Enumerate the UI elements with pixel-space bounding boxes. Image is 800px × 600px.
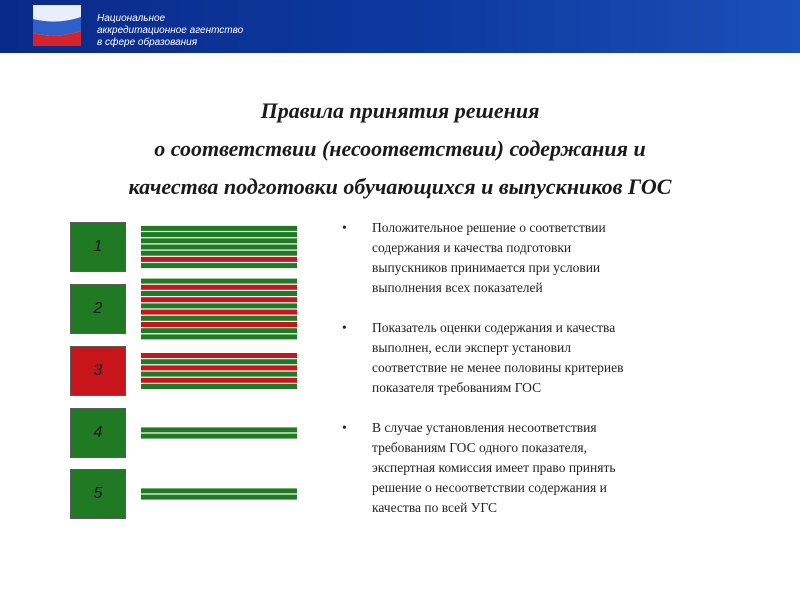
rule-line: требованиям ГОС одного показателя, (372, 440, 587, 455)
criterion-stripe-green (141, 488, 297, 493)
rule-line: В случае установления несоответствия (372, 420, 597, 435)
rule-line: решение о несоответствии содержания и (372, 480, 607, 495)
criterion-stripe-green (141, 263, 297, 268)
rule-line: выпускников принимается при условии (372, 260, 601, 275)
criterion-stripe-green (141, 359, 297, 364)
criterion-stripe-green (141, 328, 297, 333)
criterion-stripe-green (141, 279, 297, 284)
criterion-stripe-green (141, 226, 297, 231)
criterion-stripe-green (141, 245, 297, 250)
criterion-stripe-red (141, 257, 297, 262)
rule-item (342, 318, 742, 398)
rule-line: содержания и качества подготовки (372, 240, 572, 255)
title-line: о соответствии (несоответствии) содержания и (154, 136, 646, 161)
criterion-stripe-green (141, 232, 297, 237)
bullet-marker: • (342, 420, 347, 435)
criterion-stripe-green (141, 427, 297, 432)
criterion-stripe-green (141, 495, 297, 500)
title-line: Правила принятия решения (260, 98, 540, 123)
rule-line: Положительное решение о соответствии (372, 220, 606, 235)
criterion-stripe-green (141, 334, 297, 339)
indicator-number: 1 (93, 238, 103, 255)
indicator-number: 4 (93, 424, 103, 441)
bullet-marker: • (342, 220, 347, 235)
criterion-stripe-red (141, 353, 297, 358)
rule-item (342, 218, 742, 298)
rule-line: выполнения всех показателей (372, 280, 543, 295)
criterion-stripe-green (141, 316, 297, 321)
criterion-stripe-red (141, 322, 297, 327)
criterion-stripe-green (141, 434, 297, 439)
bullet-marker: • (342, 320, 347, 335)
criterion-stripe-green (141, 238, 297, 243)
indicator-number: 2 (93, 300, 103, 317)
criterion-stripe-green (141, 251, 297, 256)
criterion-stripe-red (141, 310, 297, 315)
criterion-stripe-red (141, 297, 297, 302)
criterion-stripe-red (141, 365, 297, 370)
title-line: качества подготовки обучающихся и выпускников ГОС (128, 174, 672, 199)
criterion-stripe-green (141, 291, 297, 296)
indicator-number: 5 (93, 485, 103, 502)
rules-list (342, 218, 742, 538)
org-line: Национальное (97, 13, 166, 24)
rule-line: экспертная комиссия имеет право принять (372, 460, 616, 475)
rule-line: показателя требованиям ГОС (372, 380, 542, 395)
criterion-stripe-red (141, 378, 297, 383)
indicator-box-2 (70, 284, 126, 334)
indicator-box-3 (70, 346, 126, 396)
org-line: в сфере образования (97, 37, 198, 48)
indicator-number: 3 (93, 362, 103, 379)
criterion-stripe-green (141, 372, 297, 377)
rule-line: соответствие не менее половины критериев (372, 360, 624, 375)
criterion-stripe-green (141, 384, 297, 389)
indicator-box-1 (70, 222, 126, 272)
criterion-stripe-red (141, 285, 297, 290)
org-line: аккредитационное агентство (97, 25, 244, 36)
rule-line: Показатель оценки содержания и качества (372, 320, 616, 335)
rule-line: выполнен, если эксперт установил (372, 340, 572, 355)
indicator-box-4 (70, 408, 126, 458)
criterion-stripe-green (141, 303, 297, 308)
rule-line: качества по всей УГС (372, 500, 497, 515)
rule-item (342, 418, 742, 518)
indicator-box-5 (70, 469, 126, 519)
